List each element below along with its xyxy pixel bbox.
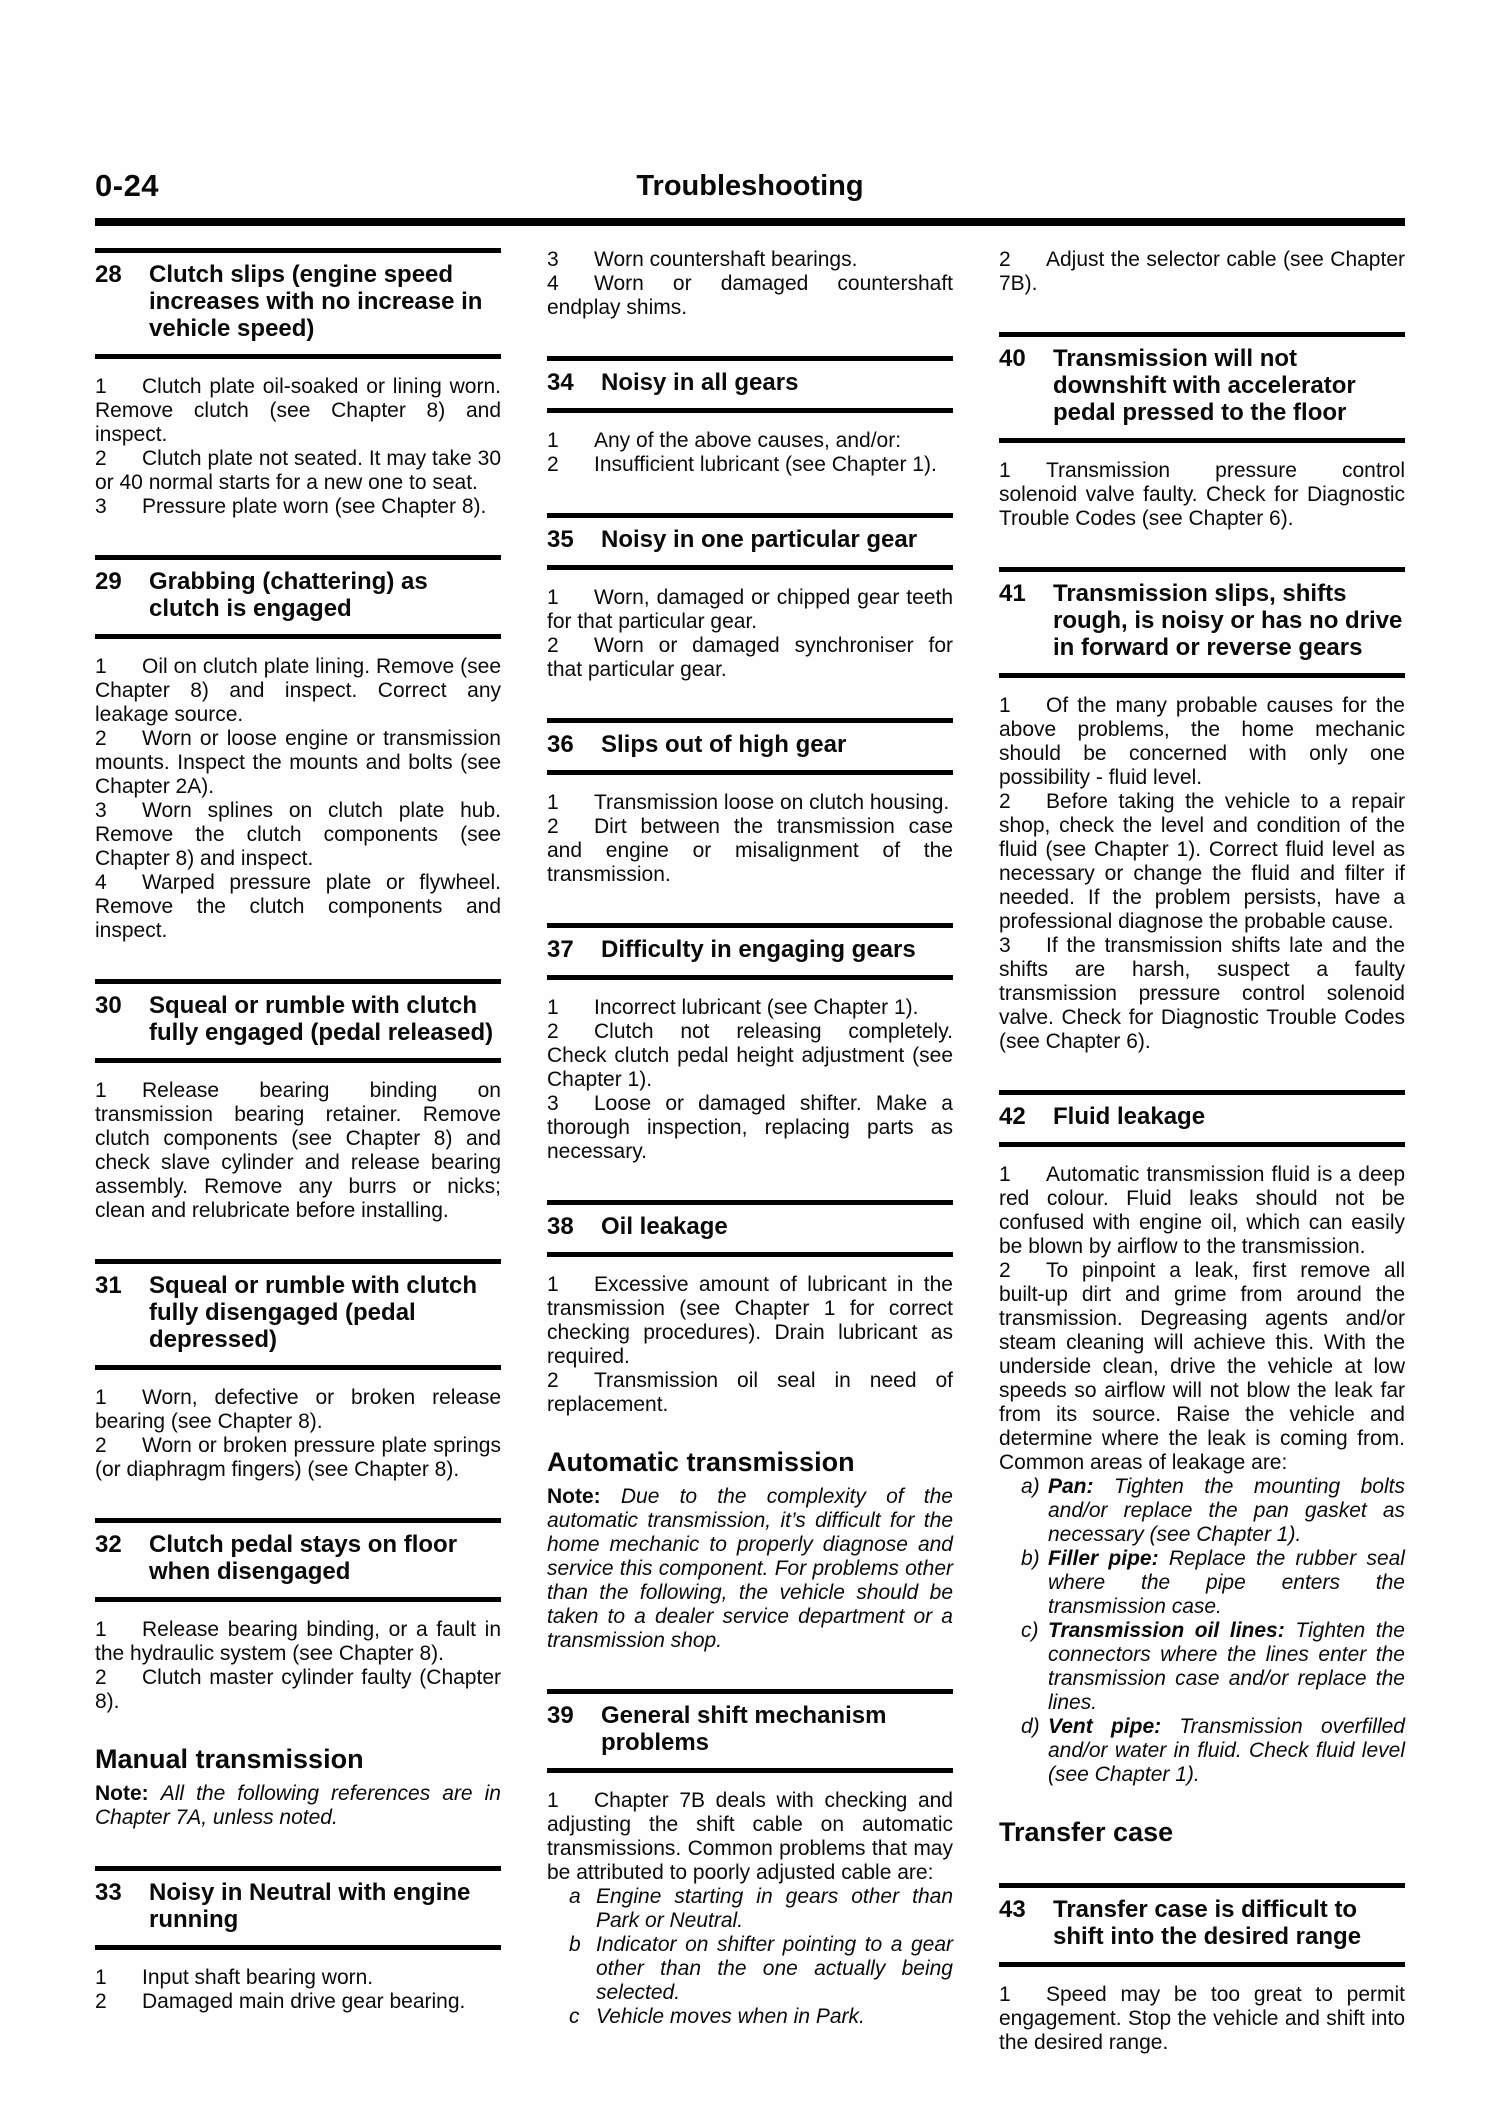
sub-item-lead: Filler pipe: <box>1048 1547 1159 1570</box>
section-number: 31 <box>95 1272 122 1299</box>
item-text: Worn, defective or broken release bearing (see Chapter 8). <box>95 1386 501 1433</box>
item-text: Insufficient lubricant (see Chapter 1). <box>594 453 937 476</box>
numbered-item-2 <box>547 815 953 887</box>
item-number: 4 <box>95 871 107 894</box>
item-number: 1 <box>547 586 559 609</box>
item-text: Before taking the vehicle to a repair shop, check the level and condition of the fluid (see Chapter 1). Correct fluid level as necessary or change the fluid and filter if needed. If the problem persists, have a professional diagnose the probable cause. <box>999 790 1405 933</box>
sub-item-a <box>999 1475 1405 1547</box>
section-title: Clutch slips (engine speed increases with no increase in vehicle speed) <box>149 261 483 342</box>
item-number: 3 <box>95 495 107 518</box>
section-title: Difficulty in engaging gears <box>601 936 916 963</box>
item-text: Worn or damaged synchroniser for that particular gear. <box>547 634 953 681</box>
sub-item-label: a <box>569 1885 581 1908</box>
section-number: 38 <box>547 1213 574 1240</box>
item-number: 2 <box>547 453 559 476</box>
section-heading <box>95 1518 501 1602</box>
sub-item-b <box>999 1547 1405 1619</box>
item-text: Automatic transmission fluid is a deep red colour. Fluid leaks should not be confused with engine oil, which can easily be blown by airflow to the transmission. <box>999 1163 1405 1258</box>
section-body <box>95 1618 501 1714</box>
item-text: Worn splines on clutch plate hub. Remove the clutch components (see Chapter 8) and inspect. <box>95 799 501 870</box>
sub-item-lead: Pan: <box>1048 1475 1094 1498</box>
section-number: 32 <box>95 1531 122 1558</box>
numbered-item-4 <box>547 272 953 320</box>
item-text: Speed may be too great to permit engagement. Stop the vehicle and shift into the desired range. <box>999 1983 1405 2054</box>
sub-item-body: Tighten the mounting bolts and/or replace the pan gasket as necessary (see Chapter 1). <box>1048 1475 1405 1546</box>
category-transfer-case <box>999 1817 1405 1847</box>
section-40 <box>999 332 1405 531</box>
numbered-item-1 <box>95 1618 501 1666</box>
continued-items <box>547 248 953 320</box>
section-title: Squeal or rumble with clutch fully engaged (pedal released) <box>149 992 494 1046</box>
item-text: Clutch master cylinder faulty (Chapter 8). <box>95 1666 501 1713</box>
item-number: 1 <box>547 791 559 814</box>
section-number: 33 <box>95 1879 122 1906</box>
item-number: 2 <box>547 634 559 657</box>
section-38 <box>547 1200 953 1417</box>
numbered-item-3 <box>95 495 501 519</box>
item-number: 2 <box>95 1434 107 1457</box>
item-number: 4 <box>547 272 559 295</box>
item-number: 1 <box>547 996 559 1019</box>
section-heading <box>547 356 953 413</box>
section-title: Transmission will not downshift with accelerator pedal pressed to the floor <box>1053 345 1356 426</box>
column-2 <box>547 248 953 2055</box>
numbered-item-2 <box>95 727 501 799</box>
sub-item-b <box>547 1933 953 2005</box>
section-heading <box>547 1200 953 1257</box>
numbered-item-2 <box>95 1666 501 1714</box>
section-body <box>999 694 1405 1054</box>
numbered-item-1 <box>547 586 953 634</box>
section-number: 28 <box>95 261 122 288</box>
section-body <box>547 791 953 887</box>
item-number: 1 <box>95 1618 107 1641</box>
item-text: Transmission pressure control solenoid valve faulty. Check for Diagnostic Trouble Codes (see Chapter 6). <box>999 459 1405 530</box>
section-title: Fluid leakage <box>1053 1103 1206 1130</box>
sub-item-d <box>999 1715 1405 1787</box>
numbered-item-1 <box>547 1273 953 1369</box>
section-31 <box>95 1259 501 1482</box>
sub-item-label: b <box>569 1933 581 1956</box>
column-1 <box>95 248 501 2055</box>
item-number: 1 <box>547 429 559 452</box>
numbered-item-2 <box>999 248 1405 296</box>
note-label: Note: <box>547 1485 601 1508</box>
sub-item-label: c <box>569 2005 580 2028</box>
sub-item-label: a) <box>1021 1475 1040 1498</box>
section-number: 40 <box>999 345 1026 372</box>
item-number: 1 <box>999 694 1011 717</box>
item-number: 3 <box>547 248 559 271</box>
section-title: Squeal or rumble with clutch fully disengaged (pedal depressed) <box>149 1272 478 1353</box>
section-body <box>547 429 953 477</box>
section-body <box>547 1789 953 2029</box>
item-number: 1 <box>547 1273 559 1296</box>
section-number: 36 <box>547 731 574 758</box>
item-number: 1 <box>547 1789 559 1812</box>
section-title: Noisy in Neutral with engine running <box>149 1879 471 1933</box>
item-number: 2 <box>999 248 1011 271</box>
section-title: Clutch pedal stays on floor when disengaged <box>149 1531 458 1585</box>
item-text: Clutch plate oil-soaked or lining worn. Remove clutch (see Chapter 8) and inspect. <box>95 375 501 446</box>
item-number: 2 <box>547 1369 559 1392</box>
sub-item-lead: Vent pipe: <box>1048 1715 1162 1738</box>
item-number: 3 <box>547 1092 559 1115</box>
section-number: 39 <box>547 1702 574 1729</box>
numbered-item-2 <box>547 634 953 682</box>
item-number: 1 <box>999 459 1011 482</box>
sub-item-text <box>1048 1619 1405 1715</box>
section-title: Transmission slips, shifts rough, is noisy or has no drive in forward or reverse gears <box>1053 580 1403 661</box>
item-number: 2 <box>999 1259 1011 1282</box>
item-text: To pinpoint a leak, first remove all built-up dirt and grime from around the transmission. Degreasing agents and/or steam cleaning will achieve this. With the underside clean, drive the vehicle at low speeds so airflow will not blow the leak far from its source. Raise the vehicle and determine where the leak is coming from. Common areas of leakage are: <box>999 1259 1405 1474</box>
sub-item-text <box>596 1885 953 1933</box>
section-29 <box>95 555 501 943</box>
numbered-item-2 <box>547 453 953 477</box>
numbered-item-2 <box>95 447 501 495</box>
section-body <box>95 375 501 519</box>
section-34 <box>547 356 953 477</box>
section-title: Noisy in one particular gear <box>601 526 918 553</box>
section-number: 29 <box>95 568 122 595</box>
item-text: Damaged main drive gear bearing. <box>142 1990 466 2013</box>
item-text: Oil on clutch plate lining. Remove (see Chapter 8) and inspect. Correct any leakage source. <box>95 655 501 726</box>
numbered-item-1 <box>999 1163 1405 1259</box>
section-41 <box>999 567 1405 1054</box>
numbered-item-2 <box>547 1020 953 1092</box>
sub-item-text <box>596 2005 953 2029</box>
note-text: All the following references are in Chapter 7A, unless noted. <box>95 1782 501 1829</box>
section-heading <box>547 1689 953 1773</box>
item-text: Warped pressure plate or flywheel. Remove the clutch components and inspect. <box>95 871 501 942</box>
page-title: Troubleshooting <box>636 170 864 202</box>
numbered-item-1 <box>999 1983 1405 2055</box>
item-number: 1 <box>95 1966 107 1989</box>
sub-item-body: Engine starting in gears other than Park or Neutral. <box>596 1885 953 1932</box>
section-heading <box>999 567 1405 678</box>
sub-item-body: Indicator on shifter pointing to a gear other than the one actually being selected. <box>596 1933 953 2004</box>
section-35 <box>547 513 953 682</box>
item-text: Worn or damaged countershaft endplay shims. <box>547 272 953 319</box>
section-43 <box>999 1883 1405 2055</box>
item-text: Adjust the selector cable (see Chapter 7B). <box>999 248 1405 295</box>
section-heading <box>999 1883 1405 1967</box>
item-text: Of the many probable causes for the above problems, the home mechanic should be concerned with only one possibility - fluid level. <box>999 694 1405 789</box>
sub-item-body: Vehicle moves when in Park. <box>596 2005 865 2028</box>
section-heading <box>95 979 501 1063</box>
section-heading <box>547 923 953 980</box>
item-number: 1 <box>999 1163 1011 1186</box>
section-37 <box>547 923 953 1164</box>
sub-item-text <box>1048 1715 1405 1787</box>
item-text: If the transmission shifts late and the shifts are harsh, suspect a faulty transmission pressure control solenoid valve. Check for Diagnostic Trouble Codes (see Chapter 6). <box>999 934 1405 1053</box>
category-title: Transfer case <box>999 1817 1174 1847</box>
numbered-item-2 <box>95 1990 501 2014</box>
sub-item-text <box>1048 1475 1405 1547</box>
numbered-item-3 <box>547 248 953 272</box>
item-text: Release bearing binding, or a fault in the hydraulic system (see Chapter 8). <box>95 1618 501 1665</box>
numbered-item-1 <box>547 791 953 815</box>
sub-item-text <box>596 1933 953 2005</box>
sub-item-label: d) <box>1021 1715 1040 1738</box>
section-heading <box>999 332 1405 443</box>
numbered-item-1 <box>95 655 501 727</box>
section-title: Noisy in all gears <box>601 369 799 396</box>
item-text: Incorrect lubricant (see Chapter 1). <box>594 996 919 1019</box>
sub-item-body: Replace the rubber seal where the pipe enters the transmission case. <box>1048 1547 1405 1618</box>
section-number: 35 <box>547 526 574 553</box>
columns <box>95 248 1405 2055</box>
continued-items <box>999 248 1405 296</box>
category-note <box>95 1782 501 1830</box>
section-title: Grabbing (chattering) as clutch is engaged <box>149 568 428 622</box>
item-text: Dirt between the transmission case and engine or misalignment of the transmission. <box>547 815 953 886</box>
section-body <box>547 586 953 682</box>
section-number: 43 <box>999 1896 1026 1923</box>
section-number: 30 <box>95 992 122 1019</box>
section-heading <box>999 1090 1405 1147</box>
category-automatic-transmission <box>547 1447 953 1653</box>
section-body <box>547 1273 953 1417</box>
item-text: Clutch plate not seated. It may take 30 or 40 normal starts for a new one to seat. <box>95 447 501 494</box>
section-body <box>999 1163 1405 1787</box>
numbered-item-1 <box>999 459 1405 531</box>
category-title: Automatic transmission <box>547 1447 855 1477</box>
sub-item-lead: Transmission oil lines: <box>1048 1619 1285 1642</box>
sub-item-c <box>547 2005 953 2029</box>
sub-item-label: b) <box>1021 1547 1040 1570</box>
item-text: Worn countershaft bearings. <box>594 248 858 271</box>
numbered-item-1 <box>547 996 953 1020</box>
page-header <box>95 168 1405 210</box>
section-heading <box>95 248 501 359</box>
item-text: Loose or damaged shifter. Make a thorough inspection, replacing parts as necessary. <box>547 1092 953 1163</box>
item-text: Worn or loose engine or transmission mounts. Inspect the mounts and bolts (see Chapter 2A). <box>95 727 501 798</box>
note-text: Due to the complexity of the automatic transmission, it’s difficult for the home mechanic to properly diagnose and service this component. For problems other than the following, the vehicle should be taken to a dealer service department or a transmission shop. <box>547 1485 953 1652</box>
section-body <box>95 1079 501 1223</box>
item-number: 2 <box>95 447 107 470</box>
numbered-item-1 <box>95 1966 501 1990</box>
sub-item-c <box>999 1619 1405 1715</box>
sub-item-text <box>1048 1547 1405 1619</box>
item-number: 1 <box>95 375 107 398</box>
section-body <box>999 1983 1405 2055</box>
item-text: Chapter 7B deals with checking and adjusting the shift cable on automatic transmissions. Common problems that may be attributed to poorly adjusted cable are: <box>547 1789 953 1884</box>
section-33 <box>95 1866 501 2014</box>
section-heading <box>547 513 953 570</box>
section-heading <box>547 718 953 775</box>
category-manual-transmission <box>95 1744 501 1830</box>
section-28 <box>95 248 501 519</box>
section-body <box>95 1386 501 1482</box>
item-number: 1 <box>95 1079 107 1102</box>
section-number: 42 <box>999 1103 1026 1130</box>
item-number: 1 <box>95 1386 107 1409</box>
item-text: Clutch not releasing completely. Check clutch pedal height adjustment (see Chapter 1). <box>547 1020 953 1091</box>
item-number: 2 <box>95 727 107 750</box>
section-heading <box>95 1259 501 1370</box>
section-heading <box>95 1866 501 1950</box>
section-body <box>95 1966 501 2014</box>
item-text: Transmission oil seal in need of replacement. <box>547 1369 953 1416</box>
category-title: Manual transmission <box>95 1744 364 1774</box>
sub-item-label: c) <box>1021 1619 1039 1642</box>
item-number: 2 <box>999 790 1011 813</box>
note-label: Note: <box>95 1782 149 1805</box>
item-number: 3 <box>95 799 107 822</box>
section-heading <box>95 555 501 639</box>
section-32 <box>95 1518 501 1714</box>
item-number: 1 <box>999 1983 1011 2006</box>
item-text: Excessive amount of lubricant in the transmission (see Chapter 1 for correct checking procedures). Drain lubricant as required. <box>547 1273 953 1368</box>
section-39 <box>547 1689 953 2029</box>
numbered-item-1 <box>95 375 501 447</box>
item-text: Any of the above causes, and/or: <box>594 429 902 452</box>
column-3 <box>999 248 1405 2055</box>
section-number: 37 <box>547 936 574 963</box>
numbered-item-1 <box>547 429 953 453</box>
sub-item-body: Tighten the connectors where the lines enter the transmission case and/or replace the lines. <box>1048 1619 1405 1714</box>
numbered-item-3 <box>547 1092 953 1164</box>
section-36 <box>547 718 953 887</box>
sub-item-body: Transmission overfilled and/or water in fluid. Check fluid level (see Chapter 1). <box>1048 1715 1405 1786</box>
item-number: 3 <box>999 934 1011 957</box>
section-body <box>95 655 501 943</box>
category-note <box>547 1485 953 1653</box>
section-30 <box>95 979 501 1223</box>
numbered-item-3 <box>999 934 1405 1054</box>
section-number: 34 <box>547 369 574 396</box>
numbered-item-1 <box>999 694 1405 790</box>
page-number: 0-24 <box>95 168 160 203</box>
section-42 <box>999 1090 1405 1787</box>
item-text: Worn, damaged or chipped gear teeth for that particular gear. <box>547 586 953 633</box>
numbered-item-2 <box>95 1434 501 1482</box>
sub-item-a <box>547 1885 953 1933</box>
numbered-item-2 <box>999 790 1405 934</box>
section-title: General shift mechanism problems <box>601 1702 887 1756</box>
numbered-item-3 <box>95 799 501 871</box>
numbered-item-1 <box>95 1079 501 1223</box>
numbered-item-1 <box>95 1386 501 1434</box>
numbered-item-2 <box>999 1259 1405 1475</box>
section-title: Transfer case is difficult to shift into the desired range <box>1053 1896 1362 1950</box>
section-title: Slips out of high gear <box>601 731 847 758</box>
item-number: 1 <box>95 655 107 678</box>
section-body <box>547 996 953 1164</box>
item-number: 2 <box>547 1020 559 1043</box>
section-body <box>999 459 1405 531</box>
section-number: 41 <box>999 580 1026 607</box>
item-text: Transmission loose on clutch housing. <box>594 791 950 814</box>
item-number: 2 <box>95 1666 107 1689</box>
header-rule <box>95 218 1405 226</box>
item-text: Worn or broken pressure plate springs (or diaphragm fingers) (see Chapter 8). <box>95 1434 501 1481</box>
section-title: Oil leakage <box>601 1213 728 1240</box>
item-number: 2 <box>95 1990 107 2013</box>
numbered-item-2 <box>547 1369 953 1417</box>
item-text: Input shaft bearing worn. <box>142 1966 374 1989</box>
item-text: Pressure plate worn (see Chapter 8). <box>142 495 487 518</box>
numbered-item-1 <box>547 1789 953 1885</box>
item-text: Release bearing binding on transmission bearing retainer. Remove clutch components (see Chapter 8) and check slave cylinder and release bearing assembly. Remove any burrs or nicks; clean and relubricate before installing. <box>95 1079 501 1222</box>
numbered-item-4 <box>95 871 501 943</box>
item-number: 2 <box>547 815 559 838</box>
